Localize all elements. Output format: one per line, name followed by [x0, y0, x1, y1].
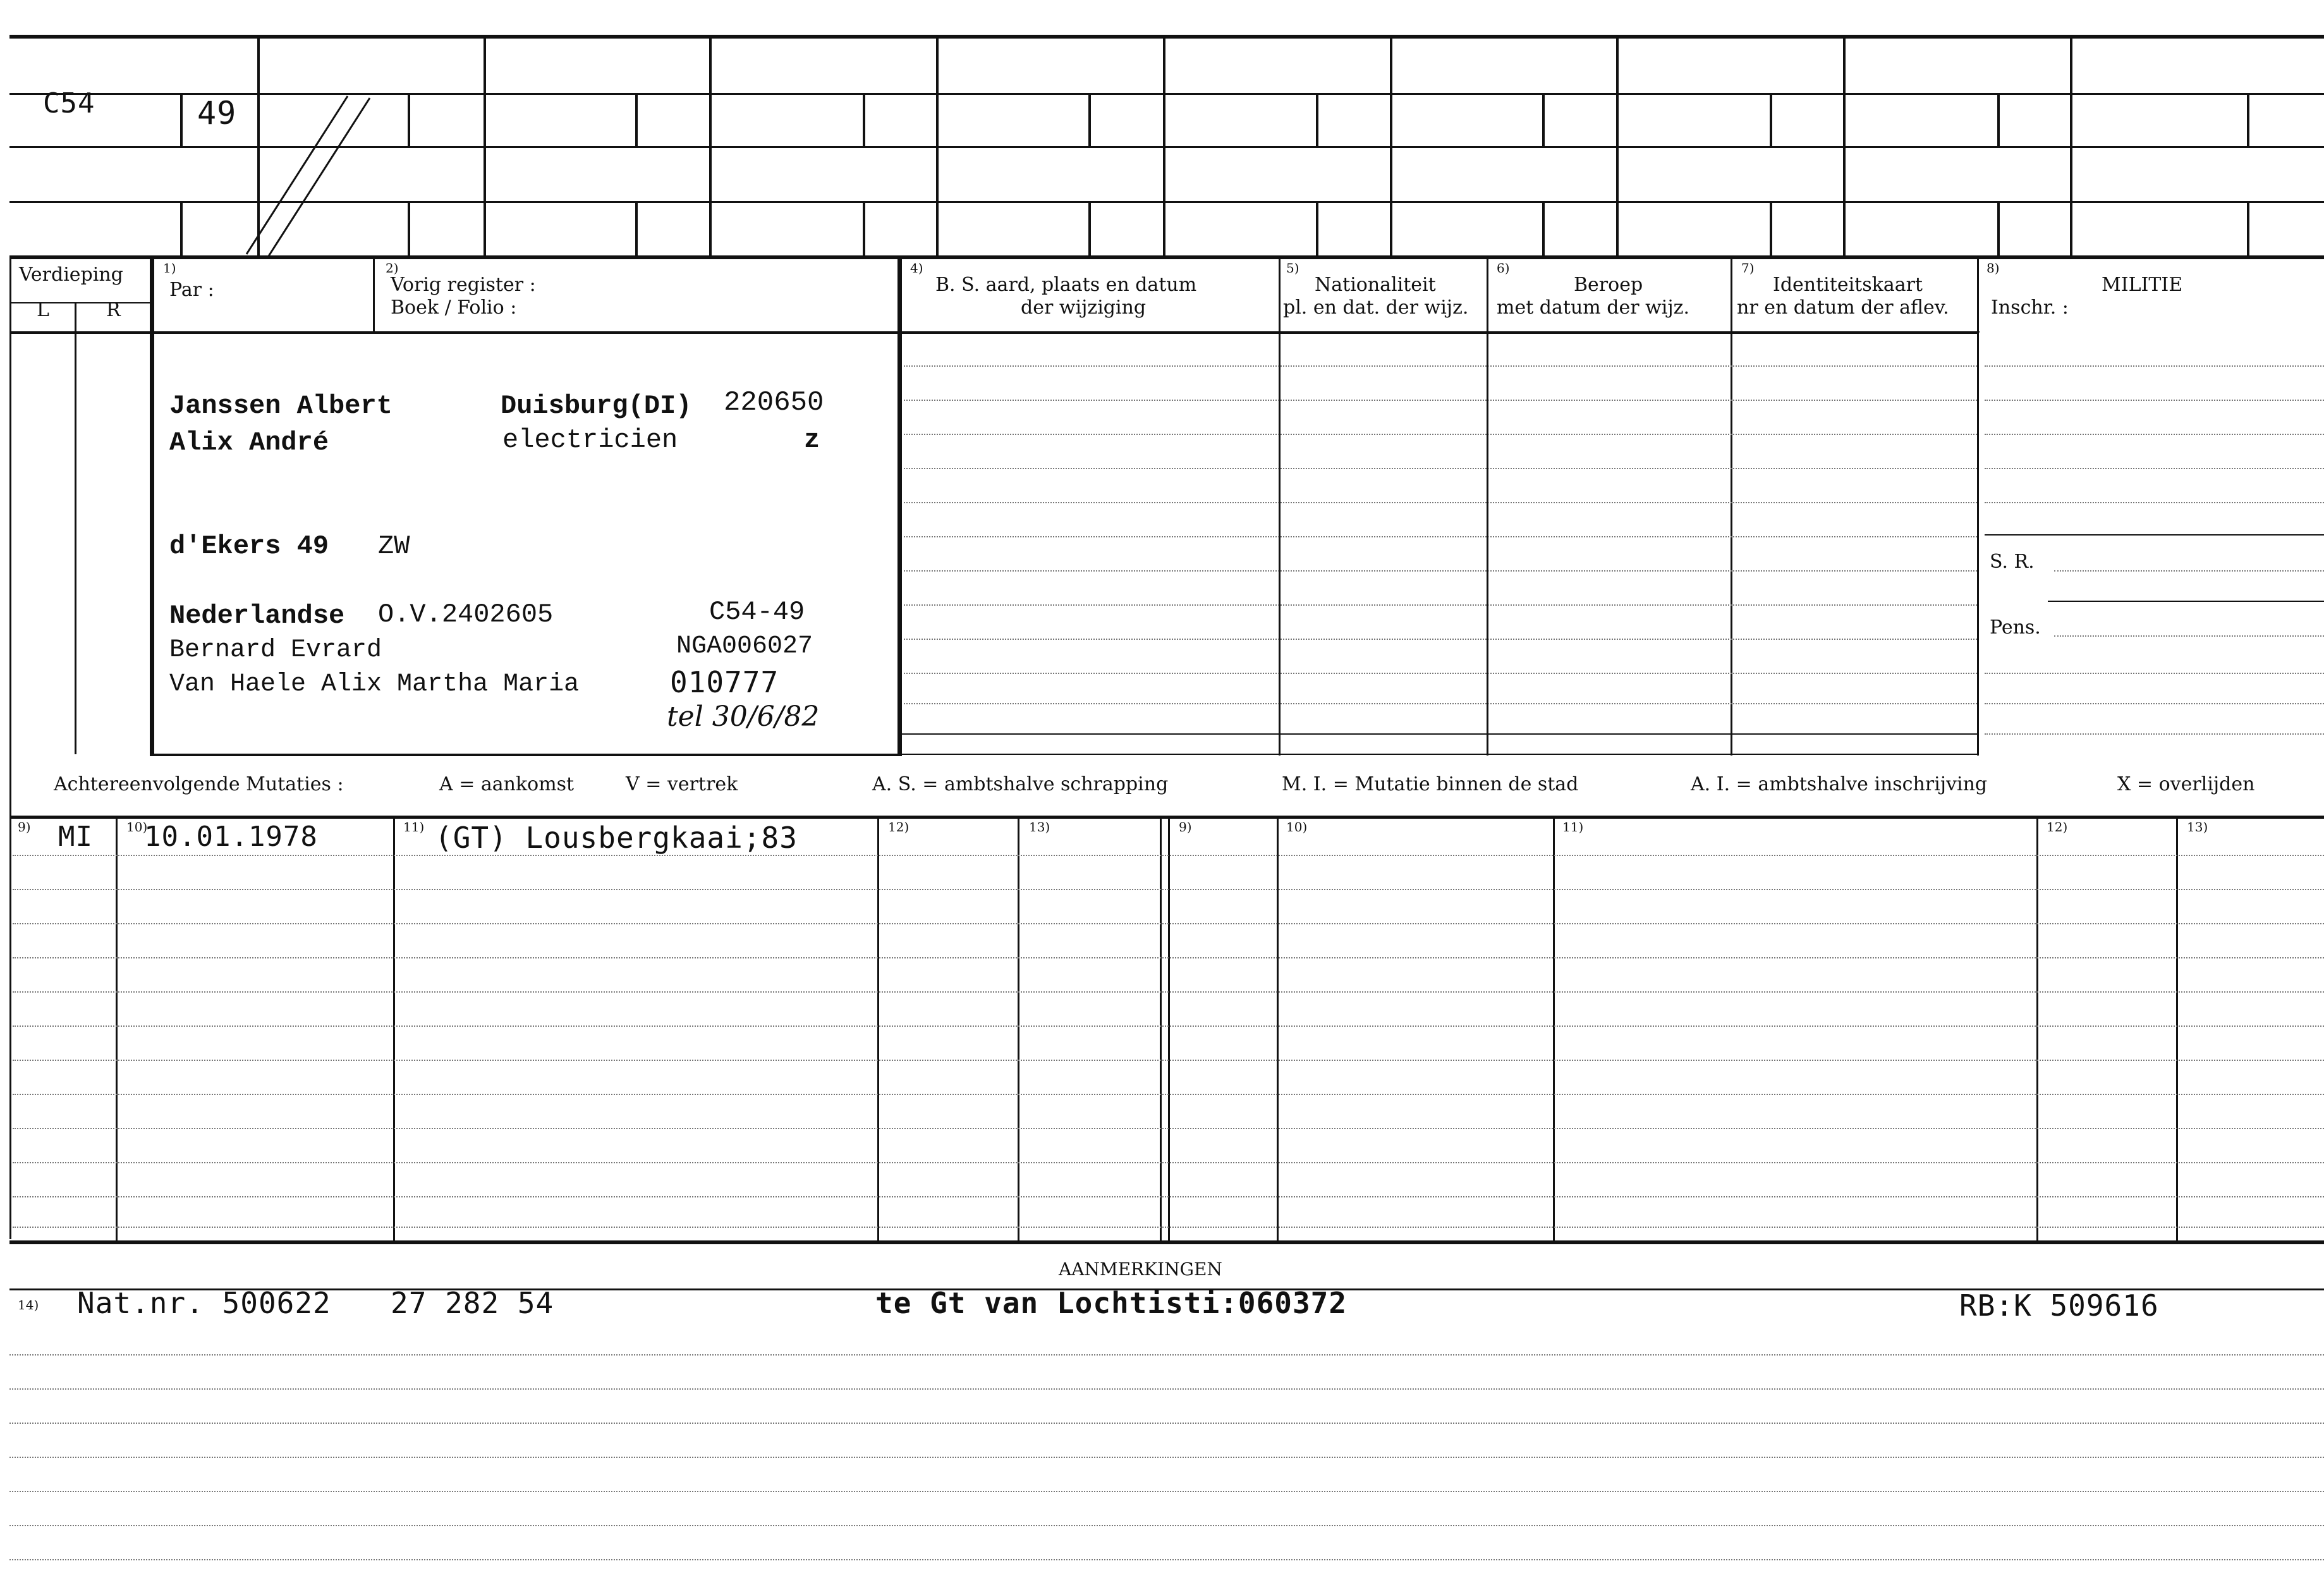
person-address: d'Ekers 49 — [169, 531, 329, 561]
field-5-number: 5) — [1286, 260, 1299, 276]
field-1-number: 1) — [163, 260, 176, 276]
field-4-label-b: der wijziging — [1021, 297, 1147, 319]
person-nationality: Nederlandse — [169, 601, 345, 631]
col-11-number: 11) — [403, 819, 425, 835]
legend-overlijden: X = overlijden — [2117, 773, 2255, 795]
field-2-label-b: Boek / Folio : — [391, 297, 517, 319]
militie-sr-label: S. R. — [1990, 551, 2035, 573]
person-given-name-2: Alix André — [169, 427, 329, 458]
legend-ambtshalve-schrapping: A. S. = ambtshalve schrapping — [872, 773, 1169, 795]
field-6-number: 6) — [1497, 260, 1510, 276]
field-2-label-a: Vorig register : — [391, 274, 536, 296]
person-sex-code: z — [804, 425, 820, 455]
remarks-natnr-tail: 27 282 54 — [391, 1286, 554, 1320]
legend-ambtshalve-inschrijving: A. I. = ambtshalve inschrijving — [1691, 773, 1988, 795]
field-4-number: 4) — [910, 260, 923, 276]
remarks-natnr: Nat.nr. 500622 — [77, 1286, 331, 1320]
field-6-label-b: met datum der wijz. — [1497, 297, 1689, 319]
field-7-label-b: nr en datum der aflev. — [1737, 297, 1949, 319]
col-9-number: 9) — [18, 819, 31, 835]
col-9b-number: 9) — [1179, 819, 1192, 835]
legend-vertrek: V = vertrek — [626, 773, 738, 795]
militie-pens-label: Pens. — [1990, 616, 2041, 639]
militie-inschr-label: Inschr. : — [1991, 297, 2069, 319]
col-12b-number: 12) — [2047, 819, 2068, 835]
mutation-date: 10.01.1978 — [144, 821, 318, 853]
person-birthplace: Duisburg(DI) — [501, 391, 692, 421]
col-13-number: 13) — [1029, 819, 1050, 835]
remarks-number: 14) — [18, 1297, 39, 1313]
col-10-number: 10) — [126, 819, 148, 835]
remarks-rb: RB:K 509616 — [1959, 1288, 2159, 1323]
field-7-number: 7) — [1741, 260, 1755, 276]
legend-mutatie-stad: M. I. = Mutatie binnen de stad — [1282, 773, 1579, 795]
field-6-label-a: Beroep — [1574, 274, 1643, 296]
legend-title: Achtereenvolgende Mutaties : — [54, 773, 344, 795]
col-11b-number: 11) — [1562, 819, 1584, 835]
verdieping-label: Verdieping — [19, 264, 123, 286]
person-id-ref: O.V.2402605 — [378, 599, 554, 630]
register-number: 49 — [197, 95, 237, 132]
person-card-number: NGA006027 — [676, 632, 813, 661]
col-13b-number: 13) — [2187, 819, 2208, 835]
field-8-number: 8) — [1986, 260, 2000, 276]
col-12-number: 12) — [888, 819, 910, 835]
field-4-label-a: B. S. aard, plaats en datum — [935, 274, 1197, 296]
register-code: C54 — [43, 87, 95, 119]
floor-right-label: R — [106, 299, 121, 321]
person-birthdate: 220650 — [724, 387, 824, 419]
mutation-address: (GT) Lousbergkaai;83 — [435, 821, 798, 855]
remarks-place: te Gt van Lochtisti:060372 — [875, 1286, 1348, 1320]
legend-aankomst: A = aankomst — [439, 773, 575, 795]
diagonal-strike-marks — [240, 89, 379, 259]
mutation-type: MI — [58, 821, 93, 853]
handwritten-note: tel 30/6/82 — [667, 701, 820, 733]
field-5-label-a: Nationaliteit — [1315, 274, 1436, 296]
field-7-label-a: Identiteitskaart — [1773, 274, 1923, 296]
col-10b-number: 10) — [1286, 819, 1308, 835]
field-1-label: Par : — [169, 279, 214, 301]
floor-left-label: L — [37, 299, 49, 321]
field-5-label-b: pl. en dat. der wijz. — [1283, 297, 1469, 319]
person-mother: Van Haele Alix Martha Maria — [169, 670, 580, 699]
person-address-code: ZW — [378, 531, 410, 561]
person-name: Janssen Albert — [169, 391, 392, 421]
person-spouse: Bernard Evrard — [169, 636, 382, 664]
militie-title: MILITIE — [2102, 274, 2183, 296]
person-file-code: C54-49 — [709, 597, 805, 627]
person-occupation: electricien — [502, 425, 678, 455]
person-card-date: 010777 — [670, 665, 779, 699]
field-2-number: 2) — [386, 260, 399, 276]
remarks-title: AANMERKINGEN — [1059, 1259, 1222, 1280]
